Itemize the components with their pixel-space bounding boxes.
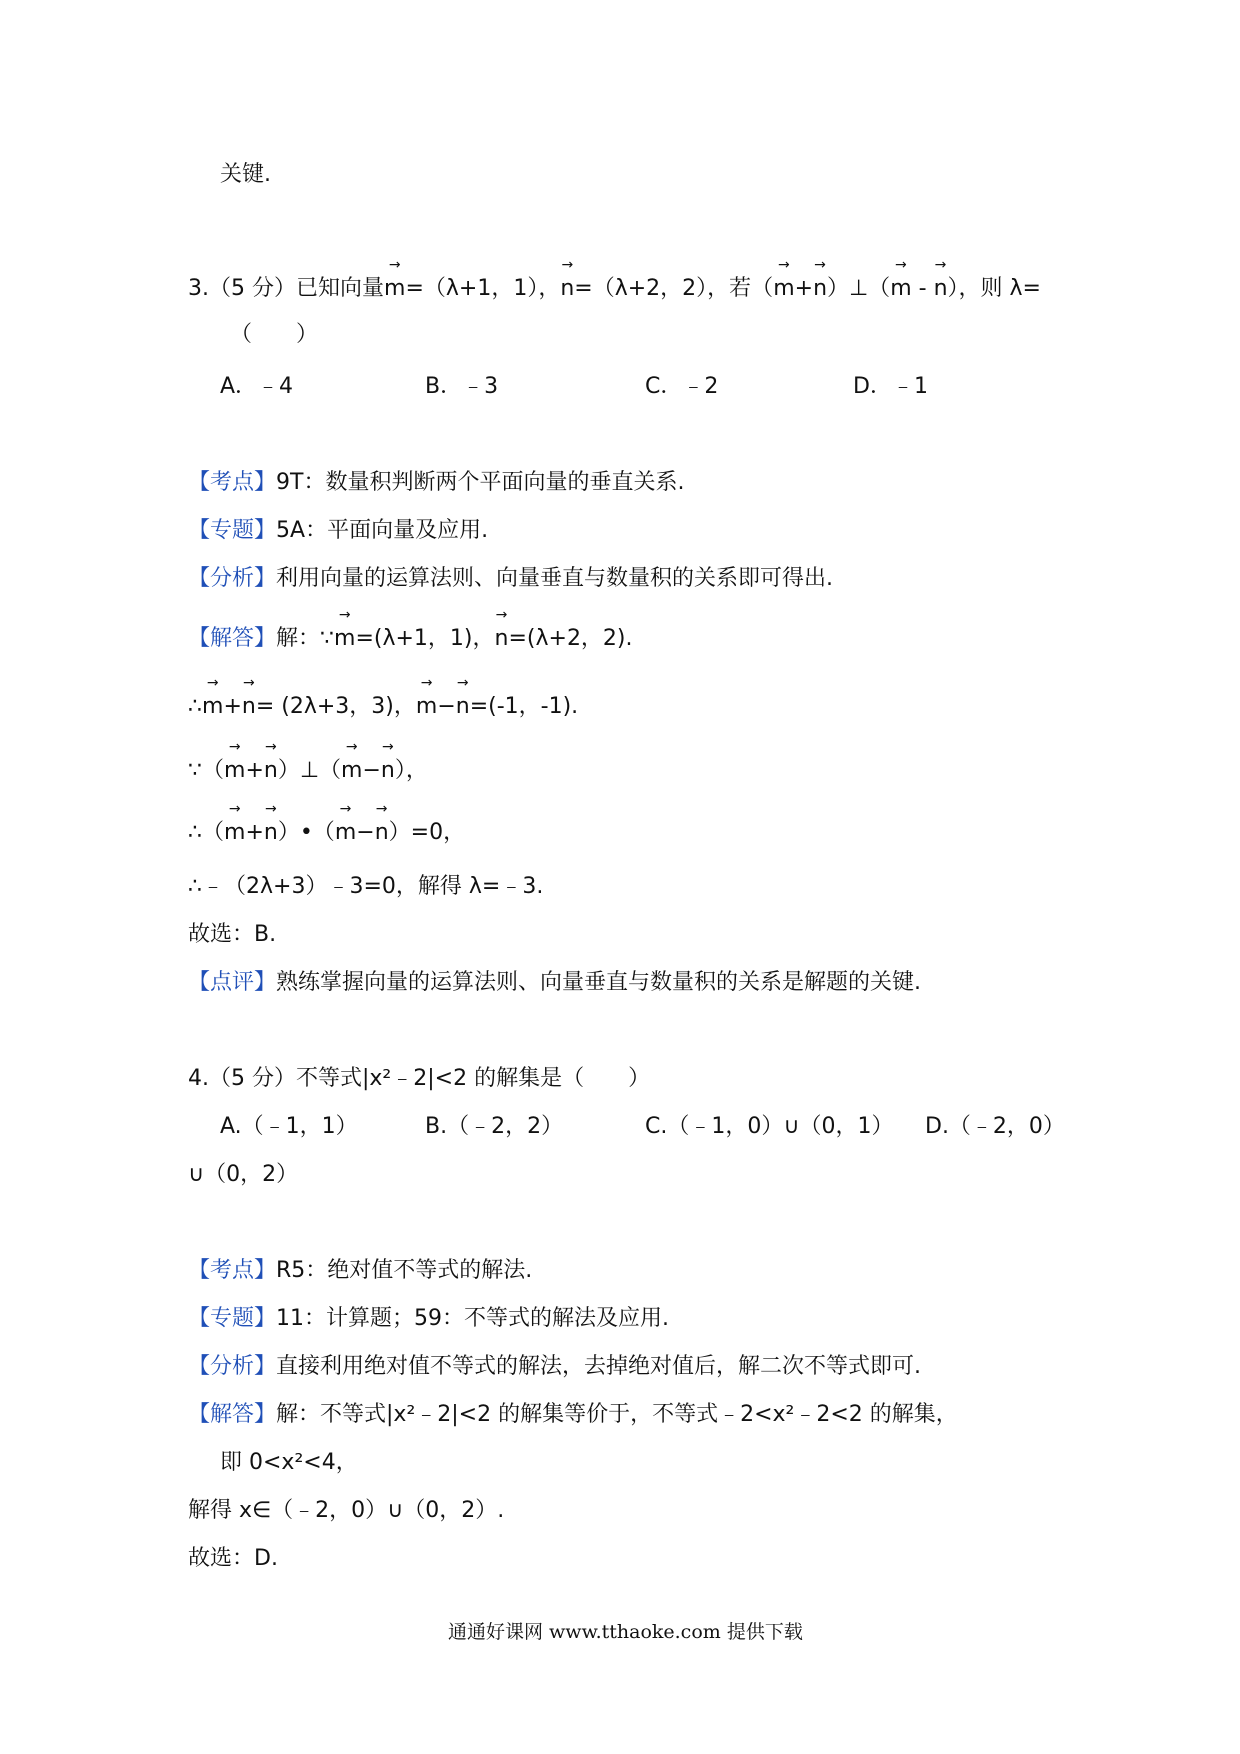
- q4-kaodian: 【考点】R5：绝对值不等式的解法.: [188, 1258, 533, 1283]
- q3-step-4: ∴（→ m+→ n）•（→ m−→ n）=0，: [188, 812, 465, 848]
- option-b: B．﹣3: [425, 374, 499, 399]
- question-3-stem: 3.（5 分）已知向量→ m=（λ+1，1），→ n=（λ+2，2），若（→ m+→ n）⊥（→ m - → n），则 λ=: [188, 268, 1041, 304]
- q3-kaodian: 【考点】9T：数量积判断两个平面向量的垂直关系.: [188, 470, 685, 495]
- vector-m: → m: [384, 268, 405, 304]
- option-c: C．﹣2: [645, 374, 719, 399]
- prev-answer-tail: 关键.: [220, 162, 271, 187]
- q4-step-2: 解得 x∈（﹣2，0）∪（0，2）.: [188, 1498, 505, 1523]
- question-3-paren: （ ）: [230, 322, 319, 347]
- q4-option-d-continued: ∪（0，2）: [188, 1162, 299, 1187]
- vector-n: → n: [560, 268, 574, 304]
- q4-option-b: B.（﹣2，2）: [425, 1114, 564, 1139]
- q3-step-2: ∴→ m+→ n= (2λ+3，3)，→ m−→ n=(-1，-1).: [188, 686, 578, 722]
- q3-dianping: 【点评】熟练掌握向量的运算法则、向量垂直与数量积的关系是解题的关键.: [188, 970, 922, 995]
- option-a: A．﹣4: [220, 374, 294, 399]
- q4-fenxi: 【分析】直接利用绝对值不等式的解法，去掉绝对值后，解二次不等式即可.: [188, 1354, 922, 1379]
- q3-fenxi: 【分析】利用向量的运算法则、向量垂直与数量积的关系即可得出.: [188, 566, 834, 591]
- q4-zhuanti: 【专题】11：计算题；59：不等式的解法及应用.: [188, 1306, 669, 1331]
- q4-jieda: 【解答】解：不等式|x²﹣2|<2 的解集等价于，不等式﹣2<x²﹣2<2 的解集，: [188, 1402, 958, 1427]
- q4-option-a: A.（﹣1，1）: [220, 1114, 358, 1139]
- q4-step-1: 即 0<x²<4，: [220, 1450, 358, 1475]
- page-footer: 通通好课网 www.tthaoke.com 提供下载: [448, 1621, 803, 1643]
- q4-option-c: C.（﹣1，0）∪（0，1）: [645, 1114, 894, 1139]
- question-4-stem: 4.（5 分）不等式|x²﹣2|<2 的解集是（ ）: [188, 1066, 651, 1091]
- q4-option-d: D.（﹣2，0）: [925, 1114, 1065, 1139]
- q4-choice: 故选：D.: [188, 1546, 278, 1571]
- q3-choice: 故选：B.: [188, 922, 277, 947]
- q3-zhuanti: 【专题】5A：平面向量及应用.: [188, 518, 489, 543]
- q3-jieda: 【解答】解：∵→ m=(λ+1，1)，→ n=(λ+2，2).: [188, 618, 633, 654]
- q3-step-3: ∵（→ m+→ n）⊥（→ m−→ n），: [188, 750, 428, 786]
- option-d: D．﹣1: [853, 374, 928, 399]
- q3-step-5: ∴﹣（2λ+3）﹣3=0，解得 λ=﹣3.: [188, 874, 544, 899]
